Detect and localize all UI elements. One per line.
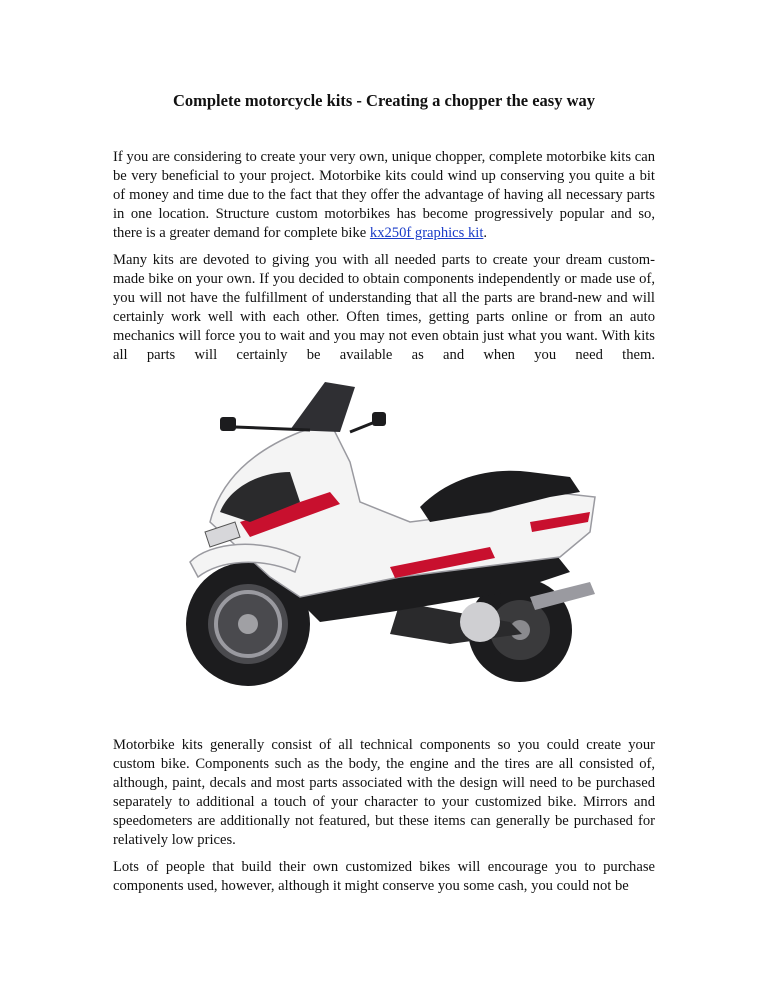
- paragraph-4: Lots of people that build their own customized bikes will encourage you to purchase components used, however, although it might conserve you some cash, you could not be: [113, 859, 655, 894]
- paragraph-1: [113, 148, 655, 243]
- graphics-kit-link[interactable]: kx250f graphics kit: [369, 225, 484, 241]
- paragraph-3: Motorbike kits generally consist of all technical components so you could create your custom bike. Components such as the body, the engine and the tires are all consisted of, although, paint, decals and most parts associated with the design will need to be purchased separately to additional a touch of your character to your customized bike. Mirrors and speedometers are additionally not featured, but these items can generally be purchased for relatively low prices.: [113, 737, 655, 848]
- scooter-image: [150, 372, 610, 692]
- scooter-illustration: [150, 372, 610, 692]
- paragraph-2: Many kits are devoted to giving you with all needed parts to create your dream custom-made bike on your own. If you decided to obtain components independently or made use of, you will not have the fulfillment of understanding that all the parts are brand-new and will certainly work well with each other. Often times, getting parts online or from an auto mechanics will force you to wait and you may not even obtain just what you want. With kits all parts will certainly be available as and when you need them.: [113, 252, 655, 363]
- paragraph-1-end: .: [483, 225, 488, 241]
- document-title: Complete motorcycle kits - Creating a chopper the easy way: [172, 91, 596, 110]
- paragraph-1-text: If you are considering to create your very own, unique chopper, complete motorbike kits can be very beneficial to your project. Motorbike kits could wind up conserving you quite a bit of money and time due to the fact that they offer the advantage of having all necessary parts in one location. Structure custom motorbikes has become progressively popular and so, there is a greater demand for complete bike: [113, 149, 655, 241]
